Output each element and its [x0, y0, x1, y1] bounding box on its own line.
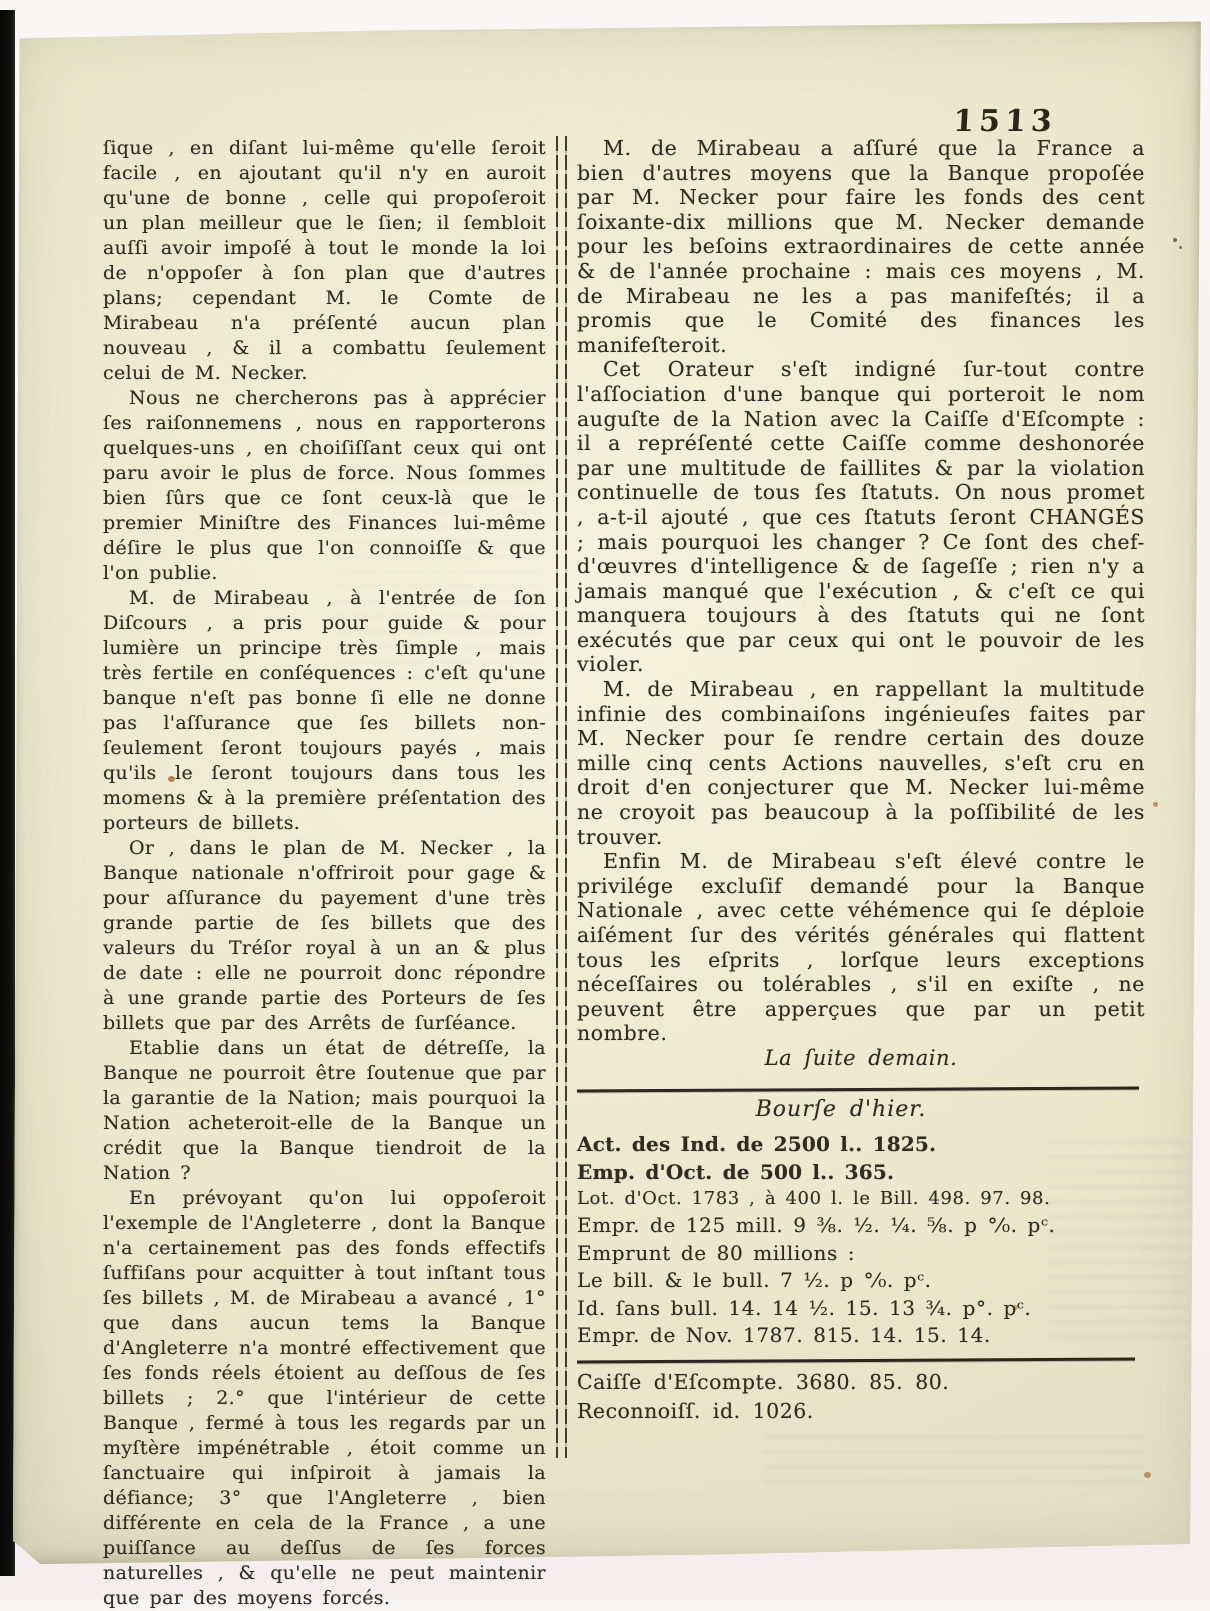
stain-speck: [1179, 246, 1182, 249]
left-column: [103, 136, 546, 1611]
column-divider-rule: [546, 136, 577, 1458]
bourse-quote-line: Lot. d'Oct. 1783 , à 400 l. le Bill. 498. 97. 98.: [577, 1188, 1051, 1210]
stain-speck: [1144, 1472, 1151, 1478]
paragraph: Enfin M. de Mirabeau s'eſt élevé contre le privilége excluſif demandé pour la Banque Nationale , avec cette véhémence qui ſe déploie aiſément ſur des vérités générales qui flattent tous les eſprits , lorſque leurs exceptions néceſſaires ou tolérables , s'il en exiſte , ne peuvent être apperçues que par un petit nombre.: [577, 849, 1145, 1046]
stain-speck: [1173, 238, 1177, 242]
bourse-section-title: Bourſe d'hier.: [755, 1096, 927, 1122]
stain-speck: [1153, 802, 1158, 807]
bourse-quote-line: Act. des Ind. de 2500 l.. 1825.: [577, 1132, 937, 1157]
paragraph: M. de Mirabeau , en rappellant la multitude infinie des combinaiſons ingénieuſes faites par M. Necker pour ſe rendre certain des douze mille cinq cents Actions nauvelles, s'eſt cru en droit d'en conjecturer que M. Necker lui-même ne croyoit pas beaucoup à la poſſibilité de les trouver.: [577, 677, 1145, 849]
bourse-closing-line: Caiſſe d'Eſcompte. 3680. 85. 80.: [577, 1369, 950, 1394]
paragraph: Cet Orateur s'eſt indigné ſur-tout contre l'aſſociation d'une banque qui porteroit le nom auguſte de la Nation avec la Caiſſe d'Eſcompte : il a repréſenté cette Caiſſe comme deshonorée par une multitude de faillites & par la violation continuelle de tous ſes ſtatuts. On nous promet , a-t-il ajouté , que ces ſtatuts ſeront CHANGÉS ; mais pourquoi les changer ? Ce ſont des chef-d'œuvres d'intelligence & de ſageſſe ; rien n'y a jamais manqué que l'exécution , & c'eſt ce qui manquera toujours à des ſtatuts qui ne ſont exécutés que par ceux qui ont le pouvoir de les violer.: [577, 357, 1145, 677]
paragraph: Nous ne chercherons pas à apprécier ſes raiſonnemens , nous en rapporterons quelques-uns , en choiſiſſant ceux qui ont paru avoir le plus de force. Nous ſommes bien ſûrs que ce ſont ceux-là que le premier Miniſtre des Finances lui-même déſire le plus que l'on connoiſſe & que l'on publie.: [103, 387, 546, 584]
bourse-quote-line: Id. ſans bull. 14. 14 ½. 15. 13 ¾. p°. pᶜ.: [577, 1295, 1032, 1320]
bourse-closing-line: Reconnoiſſ. id. 1026.: [577, 1398, 814, 1423]
bourse-quote-line: Le bill. & le bull. 7 ½. p °⁄₀. pᶜ.: [577, 1268, 932, 1293]
paragraph: Etablie dans un état de détreſſe, la Banque ne pourroit être ſoutenue que par la garantie de la Nation; mais pourquoi la Nation acheteroit-elle de la Banque un crédit que la Banque tiendroit de la Nation ?: [103, 1037, 546, 1184]
section-rule: [577, 1086, 1139, 1092]
bourse-quote-line: Empr. de Nov. 1787. 815. 14. 15. 14.: [577, 1323, 991, 1348]
paragraph: En prévoyant qu'on lui oppoſeroit l'exemple de l'Angleterre , dont la Banque n'a certainement pas des fonds effectifs ſuffiſans pour acquitter à tout inſtant tous ſes billets , M. de Mirabeau a avancé , 1° que dans aucun tems la Banque d'Angleterre n'a montré effectivement que ſes fonds réels étoient au deſſous de ſes billets ; 2.° que l'intérieur de cette Banque , fermé à tous les regards par un myſtère impénétrable , étoit comme un ſanctuaire qui inſpiroit à jamais la défiance; 3° que l'Angleterre , bien différente en cela de la France , a une puiſſance au deſſus de ſes forces naturelles , & qu'elle ne peut maintenir que par des moyens forcés.: [103, 1187, 546, 1609]
paragraph: ſique , en diſant lui-même qu'elle ſeroit facile , en ajoutant qu'il n'y en auroit qu'une de bonne , celle qui propoſeroit un plan meilleur que le ſien; il ſembloit auſſi avoir impoſé à tout le monde la loi de n'oppoſer à ſon plan que d'autres plans; cependant M. le Comte de Mirabeau n'a préſenté aucun plan nouveau , & il a combattu ſeulement celui de M. Necker.: [103, 137, 546, 384]
bourse-quote-line: Emprunt de 80 millions :: [577, 1240, 856, 1265]
bourse-quote-line: Emp. d'Oct. de 500 l.. 365.: [577, 1159, 895, 1184]
bourse-quote-line: Empr. de 125 mill. 9 ⅜. ½. ¼. ⅝. p °⁄₀. pᶜ.: [577, 1213, 1056, 1238]
page-number: 1513: [952, 104, 1058, 139]
paragraph: M. de Mirabeau , à l'entrée de ſon Diſcours , a pris pour guide & pour lumière un principe très ſimple , mais très fertile en conſéquences : c'eſt qu'une banque n'eſt pas bonne ſi elle ne donne pas l'aſſurance que ſes billets non-ſeulement ſeront toujours payés , mais qu'ils le ſeront toujours dans tous les momens & à la première préſentation des porteurs de billets.: [103, 587, 546, 834]
page-content: [103, 136, 1145, 1611]
continuation-note: La ſuite demain.: [764, 1045, 958, 1070]
section-rule: [577, 1357, 1135, 1363]
divider-line-right: [565, 136, 567, 1458]
divider-line-left: [556, 136, 558, 1458]
right-column: [577, 136, 1145, 1611]
scanner-edge-shadow: [0, 10, 15, 1576]
paragraph: M. de Mirabeau a aſſuré que la France a bien d'autres moyens que la Banque propoſée par M. Necker pour faire les fonds des cent ſoixante-dix millions que M. Necker demande pour les beſoins extraordinaires de cette année & de l'année prochaine : mais ces moyens , M. de Mirabeau ne les a pas manifeſtés; il a promis que le Comité des finances les manifeſteroit.: [577, 136, 1145, 357]
paragraph: Or , dans le plan de M. Necker , la Banque nationale n'offriroit pour gage & pour aſſurance du payement d'une très grande partie de ſes billets que des valeurs du Tréſor royal à un an & plus de date : elle ne pourroit donc répondre à une grande partie des Porteurs de ſes billets que par des Arrêts de ſurſéance.: [103, 837, 546, 1034]
